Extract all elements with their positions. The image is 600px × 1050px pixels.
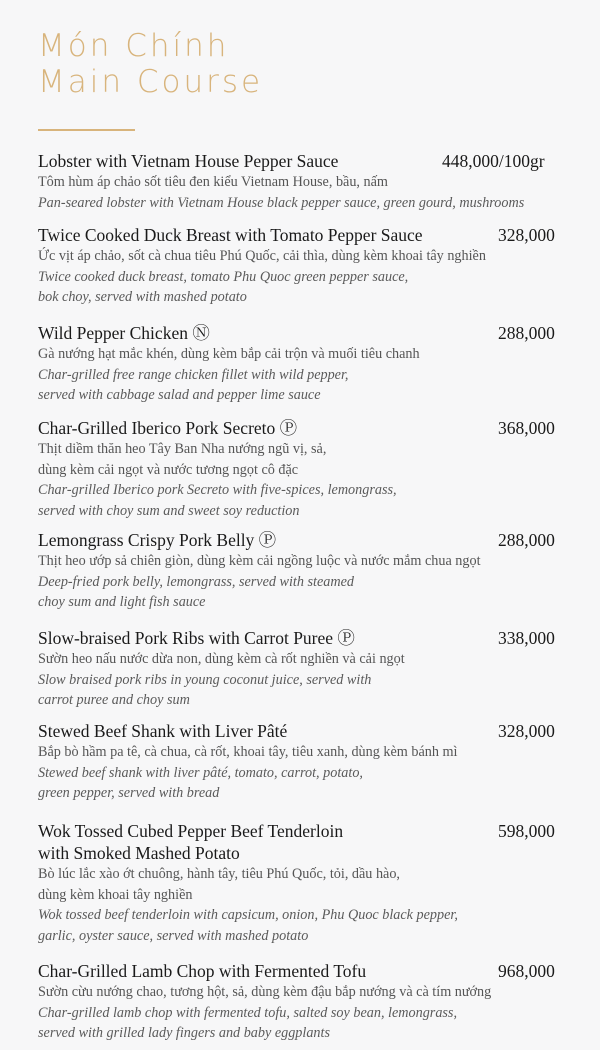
menu-item-duck-breast — [38, 224, 600, 308]
dish-name: Slow-braised Pork Ribs with Carrot Puree Ⓟ — [38, 628, 355, 648]
menu-item-beef-shank — [38, 720, 600, 804]
dish-description-vi: Gà nướng hạt mắc khén, dùng kèm bắp cải trộn và muối tiêu chanh — [38, 346, 420, 362]
title-divider — [38, 129, 135, 131]
dish-price: 338,000 — [498, 628, 555, 648]
menu-item-lamb-chop — [38, 960, 600, 1044]
dish-name: Twice Cooked Duck Breast with Tomato Pepper Sauce — [38, 225, 423, 245]
dish-description-vi: Sườn heo nấu nước dừa non, dùng kèm cà rốt nghiền và cải ngọt — [38, 651, 405, 667]
dish-description-vi: dùng kèm khoai tây nghiền — [38, 886, 193, 903]
dish-description-vi: Thịt heo ướp sả chiên giòn, dùng kèm cải ngồng luộc và nước mắm chua ngọt — [38, 553, 481, 569]
dish-description-en: bok choy, served with mashed potato — [38, 289, 247, 305]
section-title-vietnamese: Món Chính — [38, 28, 230, 64]
dish-description-en: Pan-seared lobster with Vietnam House black pepper sauce, green gourd, mushrooms — [38, 194, 525, 211]
dish-price: 368,000 — [498, 418, 555, 438]
dish-description-vi: Ức vịt áp chảo, sốt cà chua tiêu Phú Quốc, cải thìa, dùng kèm khoai tây nghiền — [38, 248, 486, 264]
dish-description-en: served with grilled lady fingers and baby eggplants — [38, 1025, 330, 1041]
dish-description-en: Char-grilled Iberico pork Secreto with five-spices, lemongrass, — [38, 482, 397, 498]
dish-description-en: Deep-fried pork belly, lemongrass, served with steamed — [38, 573, 355, 590]
dish-price: 328,000 — [498, 225, 555, 245]
menu-item-beef-tenderloin — [38, 820, 600, 946]
dish-price: 288,000 — [498, 530, 555, 550]
dish-name: Char-Grilled Lamb Chop with Fermented Tofu — [38, 961, 367, 981]
dish-name: Wok Tossed Cubed Pepper Beef Tenderloin — [38, 821, 344, 841]
dish-price: 448,000/100gr — [442, 151, 545, 171]
dish-description-en: Stewed beef shank with liver pâté, tomato, carrot, potato, — [38, 764, 363, 781]
dish-description-en: carrot puree and choy sum — [38, 692, 190, 708]
dish-name: Stewed Beef Shank with Liver Pâté — [38, 721, 288, 741]
section-title-english: Main Course — [38, 64, 264, 100]
menu-header — [38, 28, 263, 100]
dish-price: 968,000 — [498, 961, 555, 981]
dish-description-en: garlic, oyster sauce, served with mashed potato — [38, 927, 309, 944]
dish-description-en: Twice cooked duck breast, tomato Phu Quoc green pepper sauce, — [38, 268, 409, 285]
menu-item-pork-belly — [38, 529, 600, 613]
dish-description-en: choy sum and light fish sauce — [38, 594, 206, 610]
dish-price: 598,000 — [498, 821, 555, 841]
dish-name: Lemongrass Crispy Pork Belly Ⓟ — [38, 530, 277, 550]
dish-description-en: served with choy sum and sweet soy reduction — [38, 502, 300, 519]
dish-description-vi: dùng kèm cải ngọt và nước tương ngọt cô đặc — [38, 461, 299, 478]
dish-description-en: Wok tossed beef tenderloin with capsicum, onion, Phu Quoc black pepper, — [38, 907, 458, 923]
dish-description-en: Char-grilled free range chicken fillet with wild pepper, — [38, 366, 349, 383]
menu-item-iberico-pork — [38, 417, 600, 521]
menu-item-pork-ribs — [38, 627, 600, 711]
menu-item-lobster — [38, 150, 600, 213]
dish-description-vi: Tôm hùm áp chảo sốt tiêu đen kiểu Vietnam House, bầu, nấm — [38, 174, 388, 190]
dish-description-en: green pepper, served with bread — [38, 785, 220, 801]
dish-name: Char-Grilled Iberico Pork Secreto Ⓟ — [38, 418, 298, 438]
dish-price: 328,000 — [498, 721, 555, 741]
dish-name: Lobster with Vietnam House Pepper Sauce — [38, 151, 339, 171]
dish-description-vi: Bắp bò hầm pa tê, cà chua, cà rốt, khoai tây, tiêu xanh, dùng kèm bánh mì — [38, 744, 458, 760]
dish-description-en: Char-grilled lamb chop with fermented tofu, salted soy bean, lemongrass, — [38, 1004, 458, 1021]
dish-description-en: Slow braised pork ribs in young coconut juice, served with — [38, 671, 372, 688]
dish-name-continued: with Smoked Mashed Potato — [38, 843, 240, 863]
menu-item-wild-pepper-chicken — [38, 322, 600, 406]
dish-description-vi: Bò lúc lắc xào ớt chuông, hành tây, tiêu Phú Quốc, tỏi, dầu hào, — [38, 866, 400, 882]
dish-description-en: served with cabbage salad and pepper lime sauce — [38, 387, 321, 403]
dish-price: 288,000 — [498, 323, 555, 343]
dish-name: Wild Pepper Chicken Ⓝ — [38, 323, 210, 343]
dish-description-vi: Sườn cừu nướng chao, tương hột, sả, dùng kèm đậu bắp nướng và cà tím nướng — [38, 984, 492, 1000]
dish-description-vi: Thịt diềm thăn heo Tây Ban Nha nướng ngũ vị, sả, — [38, 441, 327, 457]
